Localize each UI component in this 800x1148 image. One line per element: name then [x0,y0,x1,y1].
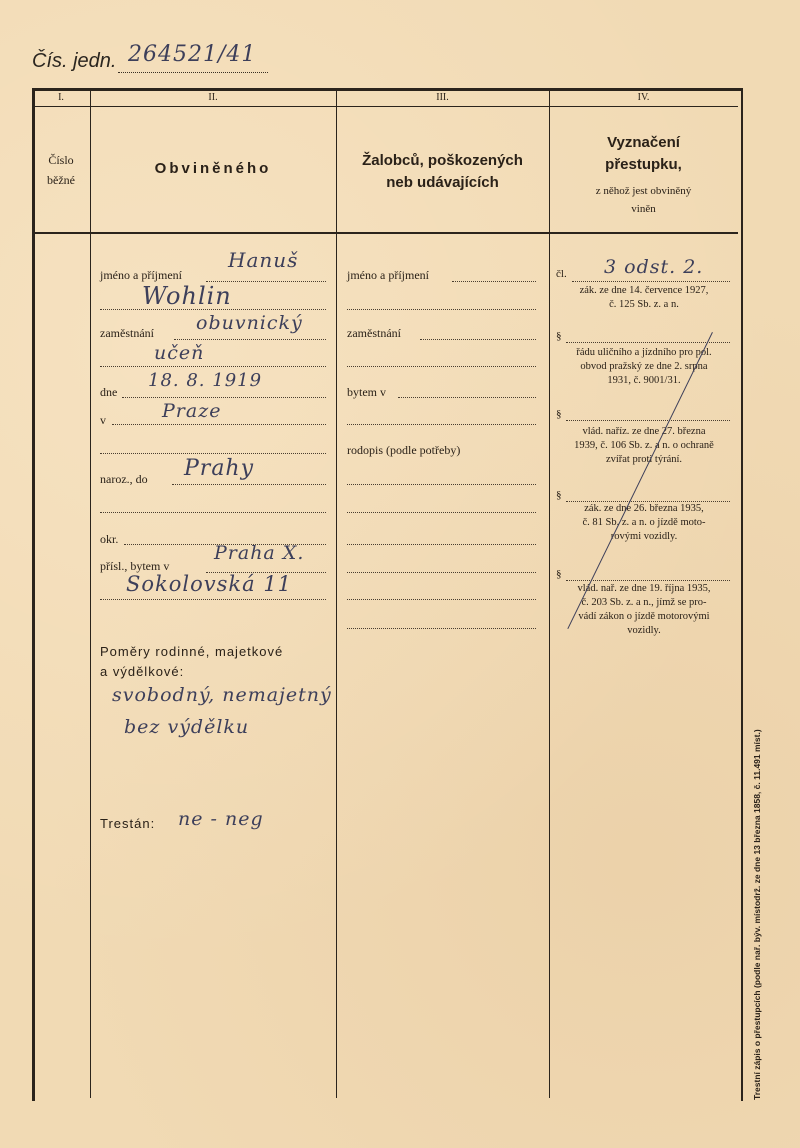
dots [100,599,326,600]
dots [347,544,536,545]
accused-job-label: zaměstnání [100,326,154,340]
header-cislo-bezne: Číslo běžné [47,153,75,187]
accused-place-label: v [100,413,106,427]
reference-label: Čís. jedn. [32,50,117,72]
dots [572,281,730,282]
header-zalobcu: Žalobců, poškozených neb udávajících [362,152,523,191]
dots [347,424,536,425]
accused-surname: Wohlin [142,282,232,310]
accused-job2: učeň [154,342,205,364]
accused-first-name: Hanuš [228,248,299,272]
offence-law-1: zák. ze dne 14. července 1927, č. 125 Sb. z. a n. [579,285,709,310]
dots [452,281,536,282]
column-divider-1 [90,88,91,1098]
dots [347,628,536,629]
accused-date: 18. 8. 1919 [148,370,263,391]
dots [398,397,536,398]
offence-law-4: zák. ze dne 26. března 1935, č. 81 Sb. z. a n. o jízdě moto- rovými vozidly. [582,503,706,542]
complainant-bio-label: rodopis (podle potřeby) [347,443,461,457]
dots [347,599,536,600]
offence-law-2: řádu uličního a jízdního pro pol. obvod pražský ze dne 2. srpna 1931, č. 9001/31. [576,347,712,386]
offence-cl-label: čl. [556,268,567,280]
reference-number: 264521/41 [128,42,257,67]
accused-name-label: jméno a příjmení [100,268,182,282]
side-note: Trestní zápis o přestupcích (podle nař. býv. místodrž. ze dne 13 března 1858, č. 11.491 míst.) [752,729,762,1100]
accused-residence: Praha X. [214,542,305,564]
dots [100,453,326,454]
accused-residence-label: přísl., bytem v [100,559,170,573]
offence-law-5: vlád. nař. ze dne 19. října 1935, č. 203 Sb. z. a n., jímž se pro- vádí zákon o jízdě motorovými vozidly. [577,583,711,636]
accused-punished-label: Trestán: [100,816,156,831]
accused-street: Sokolovská 11 [126,572,293,596]
dots [112,424,326,425]
accused-family-2: bez výdělku [124,716,250,738]
dots [122,397,326,398]
complainant-job-label: zaměstnání [347,326,401,340]
accused-family-1: svobodný, nemajetný [112,684,332,706]
dots [347,572,536,573]
accused-date-label: dne [100,385,118,399]
header-obvineneho: Obviněného [154,160,272,177]
header-vyznaceni: Vyznačení přestupku, [605,134,682,173]
accused-district-label: okr. [100,532,119,546]
column-divider-3 [549,88,550,1098]
column-number-4: IV. [637,92,650,103]
column-number-3: III. [436,92,449,103]
offence-section-5: § [556,568,562,580]
accused-birth-label: naroz., do [100,472,148,486]
header-bottom-line [32,232,738,234]
column-number-1: I. [58,92,64,103]
dots [347,309,536,310]
offence-law-3: vlád. naříz. ze dne 27. března 1939, č. 106 Sb. z. a n. o ochraně zvířat proti týrání. [574,426,714,465]
offence-section-4: § [556,489,562,501]
offence-cl-value: 3 odst. 2. [604,256,704,278]
dots [100,366,326,367]
column-number-2: II. [208,92,218,103]
number-row-line [32,106,738,107]
offence-section-2: § [556,330,562,342]
accused-birth-place: Prahy [184,456,255,481]
offence-section-3: § [556,408,562,420]
complainant-name-label: jméno a příjmení [347,268,429,282]
dots [420,339,536,340]
dots [100,512,326,513]
dots [347,366,536,367]
dots [172,484,326,485]
dots [566,420,730,421]
dots [347,484,536,485]
accused-place: Praze [162,400,222,422]
dots [174,339,326,340]
accused-job: obuvnický [196,312,303,334]
complainant-residence-label: bytem v [347,385,386,399]
accused-family-label: Poměry rodinné, majetkové a výdělkové: [100,644,284,679]
reference-line [118,72,268,73]
column-divider-2 [336,88,337,1098]
dots [347,512,536,513]
header-vyznaceni-sub: z něhož jest obviněný viněn [595,185,692,215]
accused-punished: ne - neg [178,808,264,830]
